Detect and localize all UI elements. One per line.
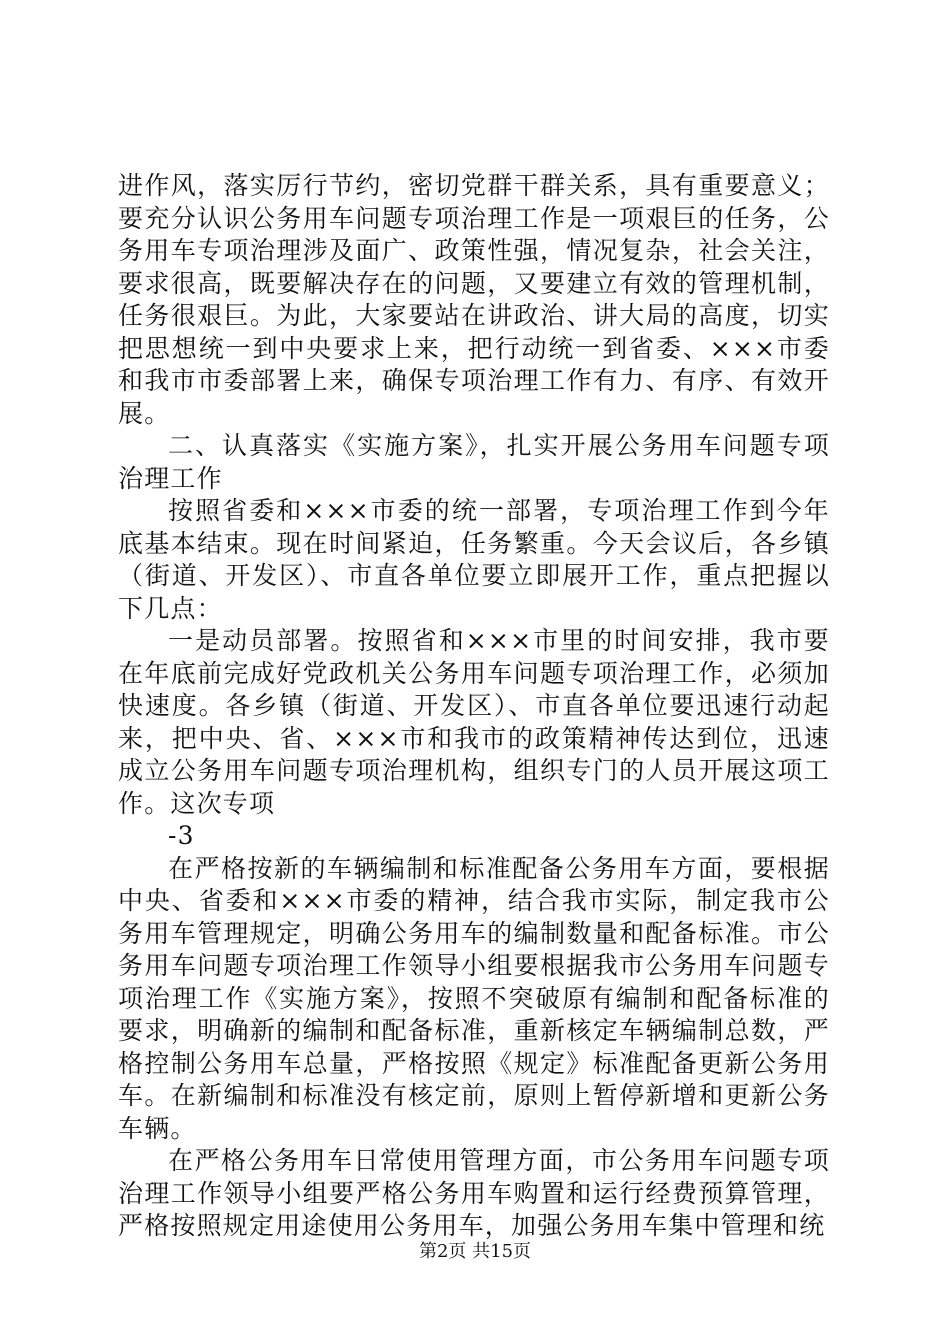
inline-page-marker: -3 [168, 821, 195, 850]
document-body [118, 170, 830, 1243]
paragraph: 按照省委和×××市委的统一部署，专项治理工作到今年底基本结束。现在时间紧迫，任务繁重。今天会议后，各乡镇（街道、开发区）、市直各单位要立即展开工作，重点把握以下几点： [118, 496, 830, 623]
paragraph: 一是动员部署。按照省和×××市里的时间安排，我市要在年底前完成好党政机关公务用车问题专项治理工作，必须加快速度。各乡镇（街道、开发区）、市直各单位要迅速行动起来，把中央、省、×××市和我市的政策精神传达到位，迅速成立公务用车问题专项治理机构，组织专门的人员开展这项工作。这次专项 [118, 626, 830, 818]
page-footer: 第2页 共15页 [418, 1241, 532, 1262]
paragraph: 在严格公务用车日常使用管理方面，市公务用车问题专项治理工作领导小组要严格公务用车购置和运行经费预算管理，严格按照规定用途使用公务用车，加强公务用车集中管理和统 [118, 1146, 830, 1240]
section-heading: 二、认真落实《实施方案》，扎实开展公务用车问题专项治理工作 [118, 431, 830, 493]
paragraph: 在严格按新的车辆编制和标准配备公务用车方面，要根据中央、省委和×××市委的精神，结合我市实际，制定我市公务用车管理规定，明确公务用车的编制数量和配备标准。市公务用车问题专项治理工作领导小组要根据我市公务用车问题专项治理工作《实施方案》，按照不突破原有编制和配备标准的要求，明确新的编制和配备标准，重新核定车辆编制总数，严格控制公务用车总量，严格按照《规定》标准配备更新公务用车。在新编制和标准没有核定前，原则上暂停新增和更新公务车辆。 [118, 853, 830, 1143]
paragraph-continuation: 进作风，落实厉行节约，密切党群干群关系，具有重要意义；要充分认识公务用车问题专项治理工作是一项艰巨的任务，公务用车专项治理涉及面广、政策性强，情况复杂，社会关注，要求很高，既要解决存在的问题，又要建立有效的管理机制，任务很艰巨。为此，大家要站在讲政治、讲大局的高度，切实把思想统一到中央要求上来，把行动统一到省委、×××市委和我市市委部署上来，确保专项治理工作有力、有序、有效开展。 [118, 171, 830, 428]
